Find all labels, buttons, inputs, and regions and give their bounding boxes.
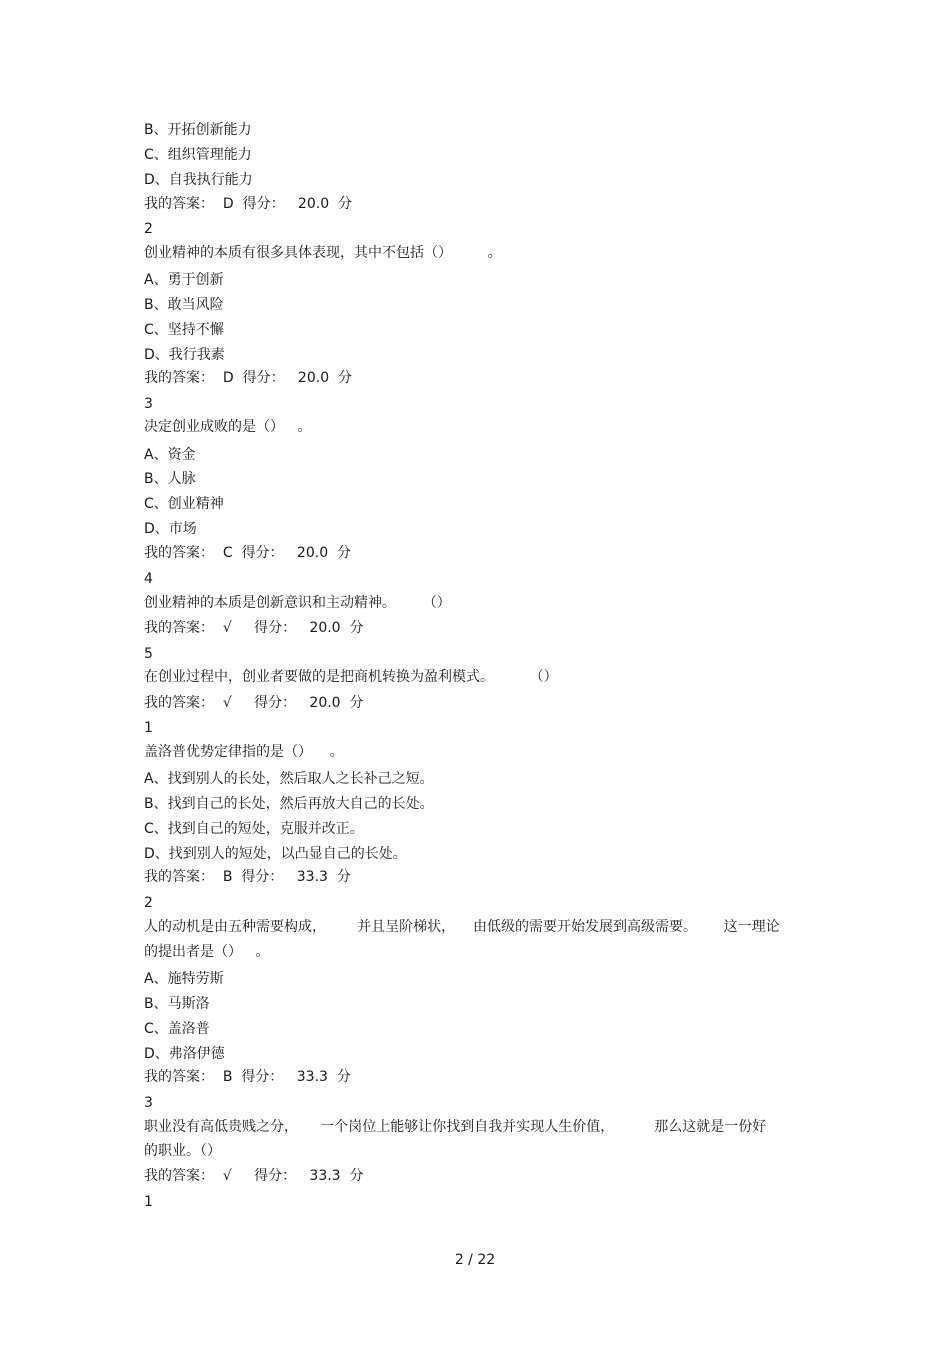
- question-text: 职业没有高低贵贱之分， 一个岗位上能够让你找到自我并实现人生价值， 那么这就是一份好: [144, 1119, 767, 1135]
- option-line: C、盖洛普: [144, 1021, 210, 1037]
- option-line: C、找到自己的短处，克服并改正。: [144, 821, 364, 837]
- answer-line: 我的答案： √ 得分： 20.0 分: [144, 620, 364, 636]
- text-line: D、自我执行能力: [144, 172, 253, 188]
- question-number: 2: [144, 221, 153, 237]
- option-line: B、敢当风险: [144, 297, 224, 313]
- question-number: 2: [144, 895, 153, 911]
- question-text: 人的动机是由五种需要构成， 并且呈阶梯状， 由低级的需要开始发展到高级需要。 这一理论: [144, 919, 780, 935]
- question-text: 决定创业成败的是（） 。: [144, 419, 312, 435]
- option-line: C、坚持不懈: [144, 322, 224, 338]
- answer-line: 我的答案： √ 得分： 33.3 分: [144, 1168, 364, 1184]
- question-number: 3: [144, 396, 153, 412]
- question-number: 5: [144, 646, 153, 662]
- option-line: D、弗洛伊德: [144, 1046, 225, 1062]
- option-line: A、施特劳斯: [144, 971, 224, 987]
- page-number: 2 / 22: [454, 1252, 496, 1268]
- answer-line: 我的答案： D 得分： 20.0 分: [144, 370, 353, 386]
- option-line: D、找到别人的短处，以凸显自己的长处。: [144, 846, 407, 862]
- question-number: 1: [144, 1194, 153, 1210]
- question-text: 创业精神的本质有很多具体表现，其中不包括（） 。: [144, 245, 502, 261]
- option-line: A、资金: [144, 447, 196, 463]
- question-number: 3: [144, 1095, 153, 1111]
- question-number: 4: [144, 571, 153, 587]
- question-text: 盖洛普优势定律指的是（） 。: [144, 744, 344, 760]
- answer-line: 我的答案： C 得分： 20.0 分: [144, 545, 351, 561]
- question-text: 的提出者是（） 。: [144, 944, 270, 960]
- question-number: 1: [144, 720, 153, 736]
- question-text: 在创业过程中，创业者要做的是把商机转换为盈利模式。 （）: [144, 669, 558, 685]
- text-line: B、开拓创新能力: [144, 122, 252, 138]
- answer-line: 我的答案： B 得分： 33.3 分: [144, 869, 351, 885]
- option-line: C、创业精神: [144, 496, 224, 512]
- answer-line: 我的答案： √ 得分： 20.0 分: [144, 695, 364, 711]
- question-text: 的职业。（）: [144, 1143, 221, 1159]
- answer-line: 我的答案： D 得分： 20.0 分: [144, 196, 353, 212]
- option-line: B、找到自己的长处，然后再放大自己的长处。: [144, 796, 434, 812]
- option-line: A、找到别人的长处，然后取人之长补己之短。: [144, 771, 434, 787]
- text-line: C、组织管理能力: [144, 147, 252, 163]
- option-line: B、人脉: [144, 471, 196, 487]
- question-text: 创业精神的本质是创新意识和主动精神。 （）: [144, 595, 451, 611]
- answer-line: 我的答案： B 得分： 33.3 分: [144, 1069, 351, 1085]
- option-line: A、勇于创新: [144, 272, 224, 288]
- option-line: D、我行我素: [144, 347, 225, 363]
- option-line: B、马斯洛: [144, 996, 210, 1012]
- option-line: D、市场: [144, 521, 197, 537]
